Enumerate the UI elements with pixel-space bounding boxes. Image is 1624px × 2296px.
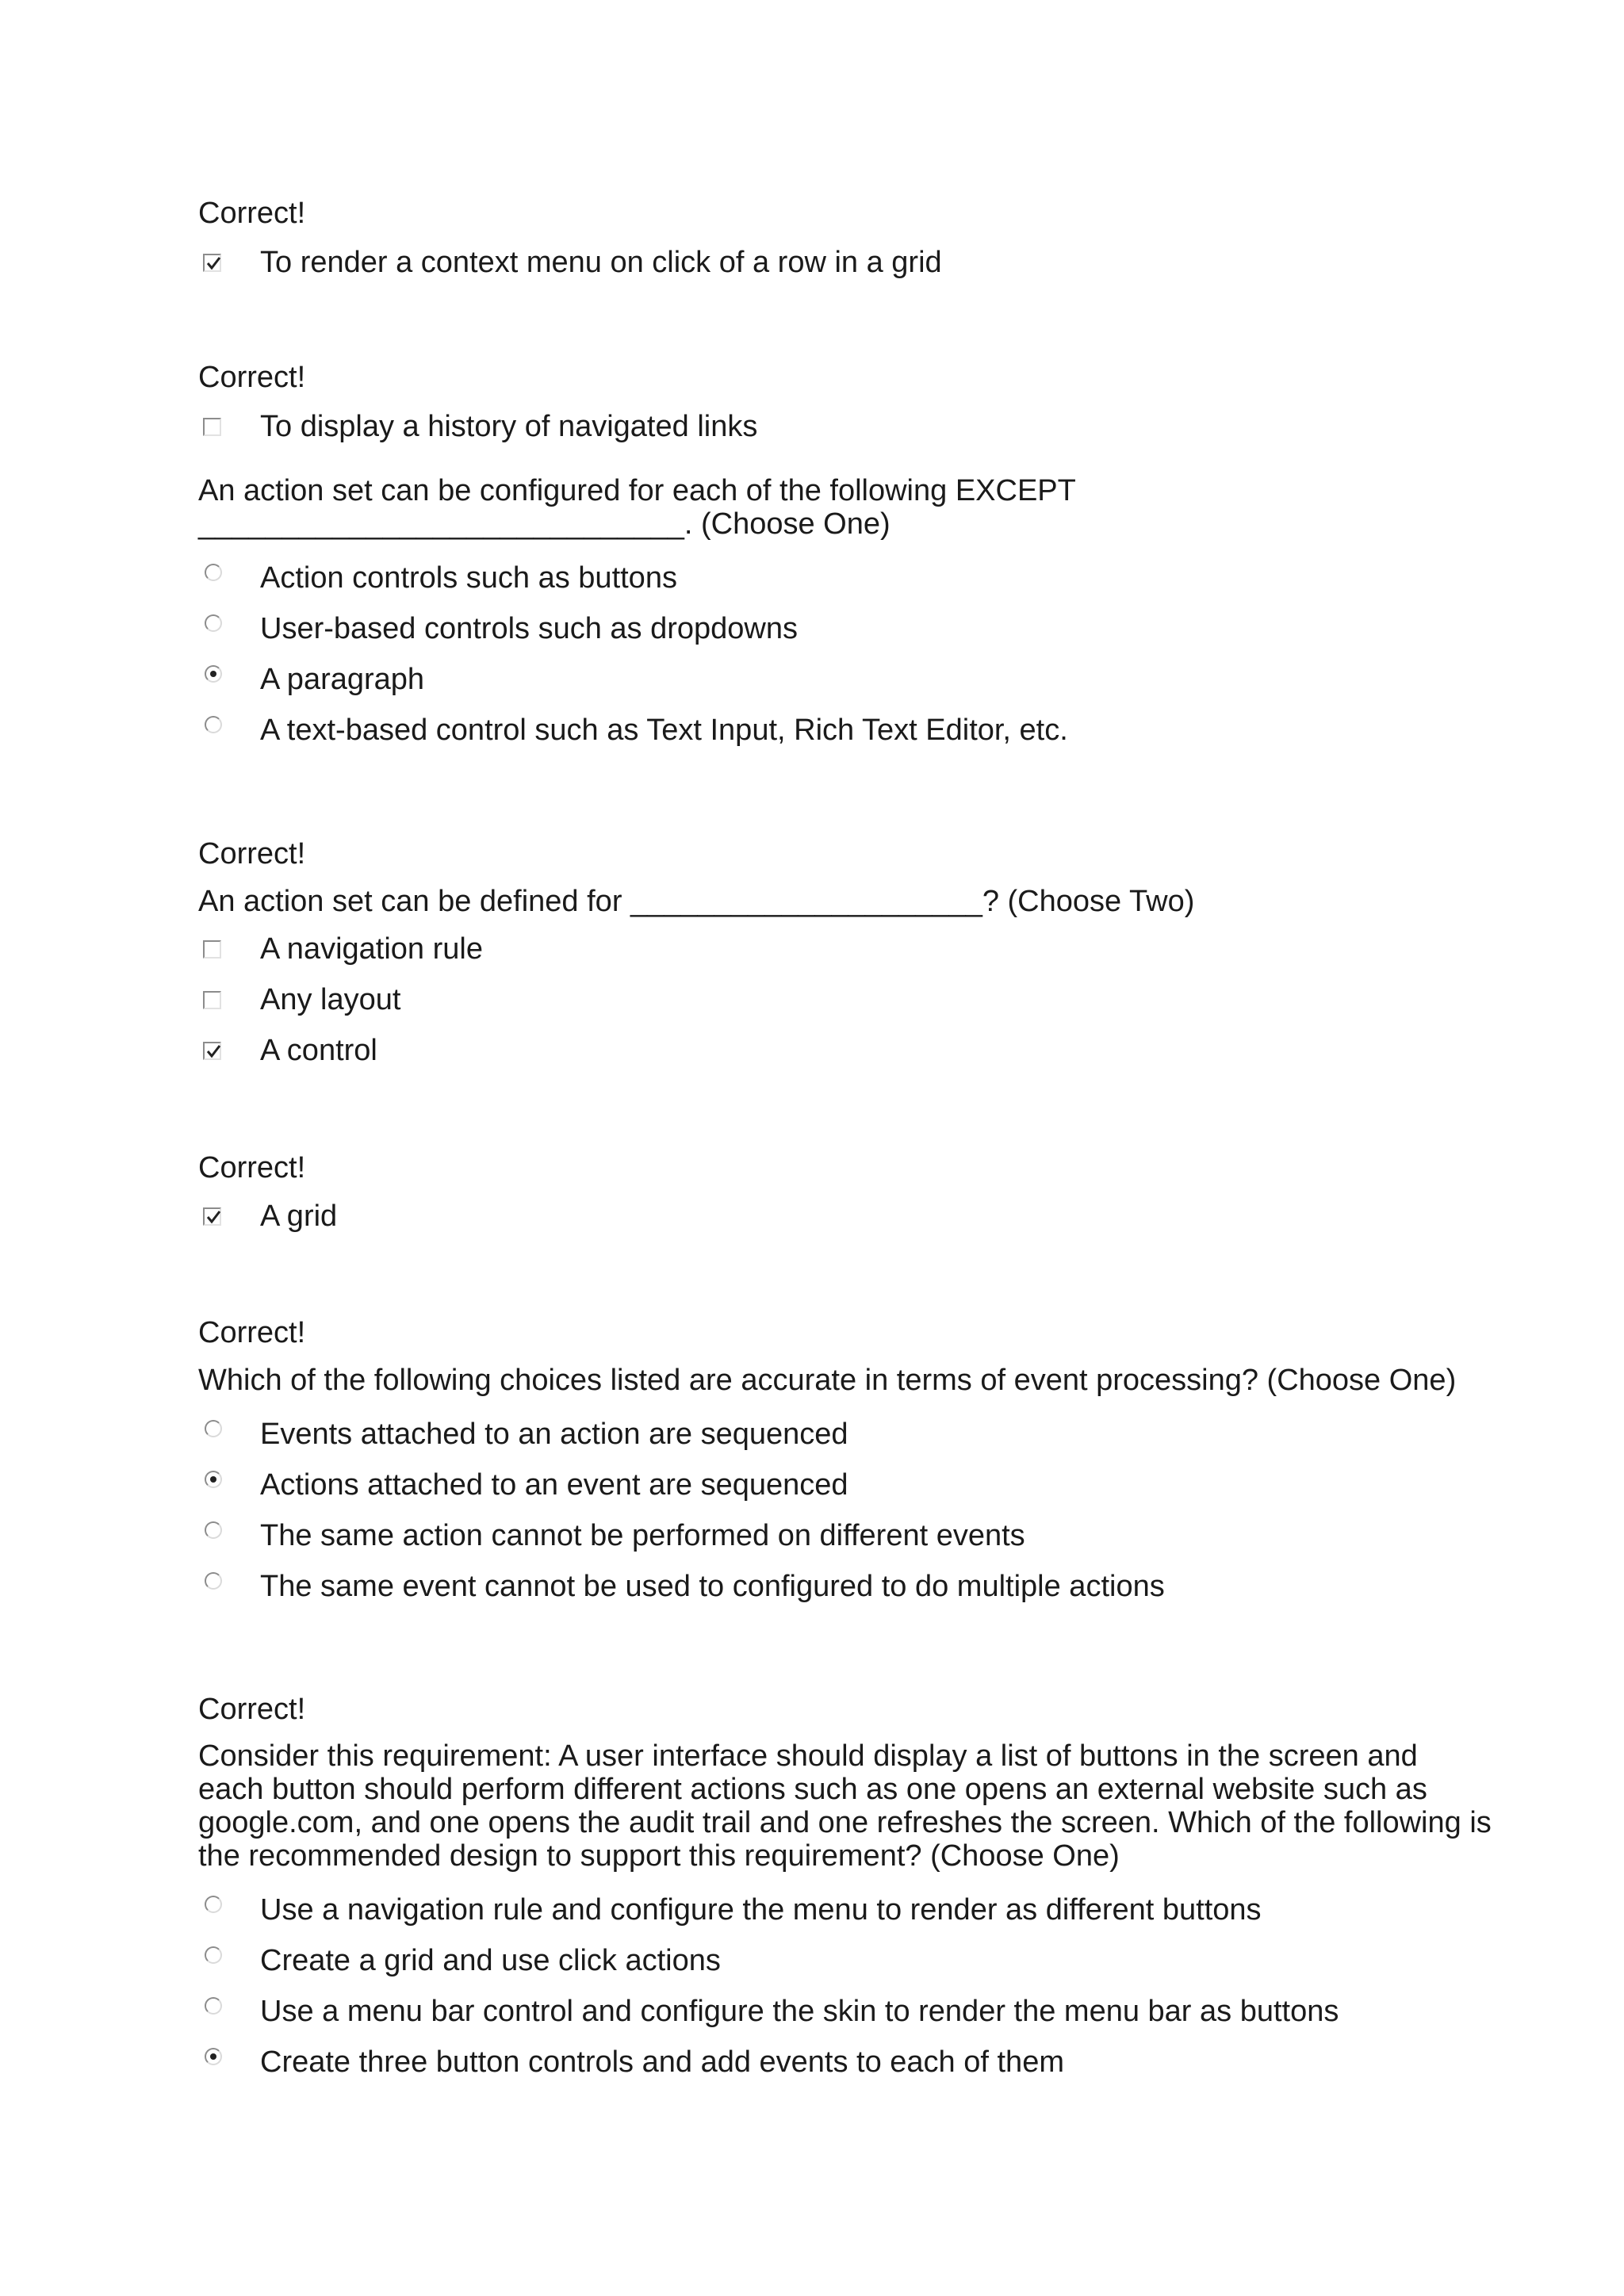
answer-option[interactable] bbox=[198, 1032, 1546, 1069]
checkmark-icon bbox=[205, 1043, 221, 1059]
result-status: Correct! bbox=[198, 361, 306, 394]
answer-option[interactable] bbox=[198, 244, 1546, 281]
result-status: Correct! bbox=[198, 1151, 306, 1184]
result-status: Correct! bbox=[198, 197, 306, 230]
radio-unselected[interactable] bbox=[205, 716, 222, 733]
checkbox-checked[interactable] bbox=[203, 1042, 221, 1060]
option-label: To display a history of navigated links bbox=[260, 410, 758, 443]
question-text: An action set can be configured for each of the following EXCEPT bbox=[198, 474, 1076, 507]
question-text: Consider this requirement: A user interface should display a list of buttons in the screen and bbox=[198, 1739, 1418, 1773]
option-label: A paragraph bbox=[260, 663, 425, 696]
answer-option[interactable] bbox=[198, 1942, 1546, 1979]
answer-option[interactable] bbox=[198, 1993, 1546, 2030]
option-label: Action controls such as buttons bbox=[260, 561, 677, 595]
checkbox-checked[interactable] bbox=[203, 254, 221, 272]
answer-option[interactable] bbox=[198, 1198, 1546, 1234]
option-label: To render a context menu on click of a row in a grid bbox=[260, 246, 942, 279]
answer-option[interactable] bbox=[198, 712, 1546, 748]
radio-selected[interactable] bbox=[205, 2048, 222, 2065]
checkbox-checked[interactable] bbox=[203, 1207, 221, 1226]
question-text: An action set can be defined for _____________________? (Choose Two) bbox=[198, 885, 1195, 918]
radio-dot bbox=[210, 1476, 216, 1483]
answer-option[interactable] bbox=[198, 560, 1546, 596]
option-label: User-based controls such as dropdowns bbox=[260, 612, 799, 645]
radio-unselected[interactable] bbox=[205, 1420, 222, 1437]
radio-unselected[interactable] bbox=[205, 1572, 222, 1590]
question-text: each button should perform different actions such as one opens an external website such as bbox=[198, 1773, 1427, 1806]
answer-option[interactable] bbox=[198, 931, 1546, 967]
option-label: Actions attached to an event are sequenced bbox=[260, 1468, 848, 1502]
answer-option[interactable] bbox=[198, 1517, 1546, 1554]
radio-unselected[interactable] bbox=[205, 564, 222, 581]
result-status: Correct! bbox=[198, 1316, 306, 1349]
radio-dot bbox=[210, 2053, 216, 2060]
option-label: The same event cannot be used to configured to do multiple actions bbox=[260, 1570, 1165, 1603]
answer-option[interactable] bbox=[198, 982, 1546, 1018]
radio-dot bbox=[210, 671, 216, 677]
option-label: Use a menu bar control and configure the skin to render the menu bar as buttons bbox=[260, 1995, 1339, 2028]
result-status: Correct! bbox=[198, 1693, 306, 1726]
option-label: A grid bbox=[260, 1200, 338, 1233]
radio-selected[interactable] bbox=[205, 1471, 222, 1488]
question-text: google.com, and one opens the audit trail and one refreshes the screen. Which of the following is bbox=[198, 1806, 1492, 1839]
question-text: Which of the following choices listed are accurate in terms of event processing? (Choose One) bbox=[198, 1364, 1457, 1397]
checkbox-unchecked[interactable] bbox=[203, 940, 221, 959]
radio-unselected[interactable] bbox=[205, 1521, 222, 1539]
option-label: Use a navigation rule and configure the menu to render as different buttons bbox=[260, 1893, 1262, 1927]
result-status: Correct! bbox=[198, 837, 306, 871]
option-label: Create three button controls and add events to each of them bbox=[260, 2045, 1064, 2079]
answer-option[interactable] bbox=[198, 1892, 1546, 1928]
option-label: A navigation rule bbox=[260, 932, 483, 966]
checkbox-unchecked[interactable] bbox=[203, 418, 221, 436]
option-label: A control bbox=[260, 1034, 377, 1067]
answer-option[interactable] bbox=[198, 1467, 1546, 1503]
radio-unselected[interactable] bbox=[205, 1997, 222, 2015]
answer-option[interactable] bbox=[198, 1416, 1546, 1452]
checkmark-icon bbox=[205, 255, 221, 271]
checkmark-icon bbox=[205, 1209, 221, 1225]
answer-option[interactable] bbox=[198, 2044, 1546, 2080]
answer-option[interactable] bbox=[198, 1568, 1546, 1605]
question-text: _____________________________. (Choose One) bbox=[198, 507, 891, 541]
question-text: the recommended design to support this requirement? (Choose One) bbox=[198, 1839, 1120, 1873]
radio-selected[interactable] bbox=[205, 665, 222, 683]
checkbox-unchecked[interactable] bbox=[203, 991, 221, 1009]
option-label: Create a grid and use click actions bbox=[260, 1944, 721, 1977]
radio-unselected[interactable] bbox=[205, 1896, 222, 1913]
answer-option[interactable] bbox=[198, 661, 1546, 698]
answer-option[interactable] bbox=[198, 408, 1546, 445]
option-label: Any layout bbox=[260, 983, 401, 1016]
radio-unselected[interactable] bbox=[205, 614, 222, 632]
option-label: A text-based control such as Text Input, Rich Text Editor, etc. bbox=[260, 714, 1068, 747]
option-label: The same action cannot be performed on different events bbox=[260, 1519, 1025, 1552]
radio-unselected[interactable] bbox=[205, 1946, 222, 1964]
option-label: Events attached to an action are sequenced bbox=[260, 1418, 848, 1451]
answer-option[interactable] bbox=[198, 610, 1546, 647]
